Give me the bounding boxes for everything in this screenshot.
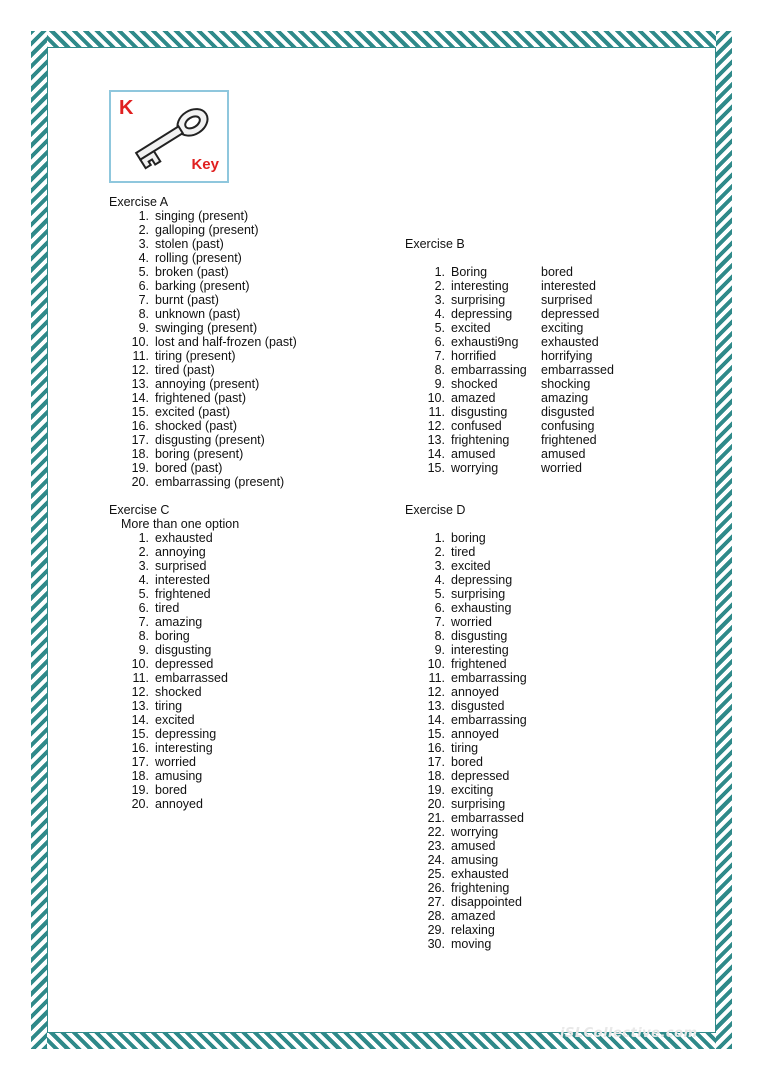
item-answer-first: excited — [451, 321, 491, 335]
item-number: 17. — [427, 755, 445, 769]
logo-letter: K — [119, 97, 134, 119]
list-item — [109, 713, 369, 727]
item-number: 13. — [427, 699, 445, 713]
item-number: 5. — [434, 587, 445, 601]
item-number: 6. — [434, 335, 445, 349]
spacer — [405, 517, 665, 531]
item-number: 27. — [427, 895, 445, 909]
list-item — [405, 559, 665, 573]
item-number: 6. — [138, 279, 149, 293]
list-item — [109, 629, 369, 643]
item-answer: excited — [155, 713, 195, 727]
item-number: 4. — [138, 251, 149, 265]
item-answer-first: horrified — [451, 349, 497, 363]
item-number: 10. — [427, 657, 445, 671]
item-number: 19. — [427, 783, 445, 797]
item-number: 8. — [434, 629, 445, 643]
item-answer: depressed — [155, 657, 214, 671]
list-item — [405, 419, 665, 433]
item-number: 11. — [132, 671, 149, 685]
list-item — [405, 713, 665, 727]
item-answer: disgusting (present) — [155, 433, 265, 447]
item-answer: amazed — [451, 909, 496, 923]
list-item — [109, 685, 369, 699]
item-answer: depressed — [451, 769, 510, 783]
item-answer: exhausting — [451, 601, 512, 615]
key-logo — [109, 90, 229, 183]
item-answer: interesting — [155, 741, 213, 755]
exercise-d-title: Exercise D — [405, 503, 466, 517]
item-number: 16. — [427, 741, 445, 755]
list-item — [109, 419, 369, 433]
exercise-b-list — [405, 265, 665, 475]
list-item — [405, 839, 665, 853]
item-number: 13. — [131, 377, 149, 391]
item-answer-first: embarrassing — [451, 363, 527, 377]
list-item — [109, 573, 369, 587]
list-item — [109, 601, 369, 615]
item-number: 1. — [434, 265, 445, 279]
item-number: 19. — [131, 783, 149, 797]
item-answer-first: depressing — [451, 307, 513, 321]
list-item — [109, 783, 369, 797]
list-item — [405, 321, 665, 335]
item-number: 2. — [434, 279, 445, 293]
list-item — [109, 363, 369, 377]
item-number: 9. — [138, 643, 149, 657]
exercise-b — [405, 237, 665, 475]
item-number: 12. — [427, 685, 445, 699]
exercise-c-subtitle: More than one option — [121, 517, 240, 531]
list-item — [405, 825, 665, 839]
item-number: 7. — [434, 349, 445, 363]
item-answer: boring — [451, 531, 486, 545]
item-answer-first: confused — [451, 419, 502, 433]
item-answer-first: worrying — [451, 461, 499, 475]
item-answer: annoyed — [451, 685, 499, 699]
item-answer-first: exhausti9ng — [451, 335, 519, 349]
item-number: 18. — [131, 447, 149, 461]
item-answer: embarrassing — [451, 713, 527, 727]
item-answer-first: amazed — [451, 391, 496, 405]
list-item — [405, 881, 665, 895]
item-number: 30. — [427, 937, 445, 951]
item-answer: singing (present) — [155, 209, 249, 223]
list-item — [109, 251, 369, 265]
item-answer: amazing — [155, 615, 203, 629]
item-number: 4. — [434, 573, 445, 587]
list-item — [405, 615, 665, 629]
item-answer: worrying — [451, 825, 499, 839]
item-answer: worried — [451, 615, 492, 629]
list-item — [405, 895, 665, 909]
item-number: 21. — [427, 811, 445, 825]
spacer — [405, 251, 665, 265]
item-answer: rolling (present) — [155, 251, 242, 265]
item-answer: amused — [451, 839, 496, 853]
item-answer: surprised — [155, 559, 207, 573]
item-answer: annoying (present) — [155, 377, 260, 391]
item-number: 15. — [427, 727, 445, 741]
item-number: 18. — [131, 769, 149, 783]
item-answer: embarrassing — [451, 671, 527, 685]
list-item — [109, 377, 369, 391]
item-number: 20. — [131, 797, 149, 811]
list-item — [109, 727, 369, 741]
border-right — [716, 31, 732, 1049]
list-item — [405, 755, 665, 769]
item-answer: depressing — [451, 573, 513, 587]
item-answer-first: interesting — [451, 279, 509, 293]
list-item — [405, 461, 665, 475]
item-answer-second: amused — [541, 447, 586, 461]
item-answer: exhausted — [155, 531, 213, 545]
item-number: 28. — [427, 909, 445, 923]
item-answer-first: Boring — [451, 265, 488, 279]
item-number: 16. — [131, 741, 149, 755]
item-answer: tiring (present) — [155, 349, 236, 363]
item-number: 11. — [428, 671, 445, 685]
list-item — [405, 629, 665, 643]
item-number: 16. — [131, 419, 149, 433]
item-answer: frightening — [451, 881, 510, 895]
list-item — [405, 545, 665, 559]
item-answer: boring (present) — [155, 447, 244, 461]
list-item — [109, 391, 369, 405]
list-item — [405, 727, 665, 741]
list-item — [405, 909, 665, 923]
item-number: 9. — [434, 377, 445, 391]
item-number: 29. — [427, 923, 445, 937]
item-answer-first: amused — [451, 447, 496, 461]
list-item — [405, 685, 665, 699]
item-answer: disgusting — [155, 643, 212, 657]
item-number: 3. — [434, 559, 445, 573]
list-item — [405, 279, 665, 293]
item-answer: boring — [155, 629, 190, 643]
item-answer-second: exciting — [541, 321, 584, 335]
item-number: 8. — [138, 307, 149, 321]
item-answer: surprising — [451, 587, 506, 601]
item-number: 18. — [427, 769, 445, 783]
list-item — [405, 853, 665, 867]
item-answer: stolen (past) — [155, 237, 224, 251]
list-item — [109, 349, 369, 363]
item-number: 12. — [131, 363, 149, 377]
item-number: 2. — [434, 545, 445, 559]
item-answer: swinging (present) — [155, 321, 258, 335]
item-number: 10. — [131, 657, 149, 671]
item-number: 14. — [131, 713, 149, 727]
item-number: 13. — [427, 433, 445, 447]
item-number: 3. — [138, 559, 149, 573]
item-answer: burnt (past) — [155, 293, 219, 307]
list-item — [405, 769, 665, 783]
item-answer: disappointed — [451, 895, 522, 909]
item-number: 5. — [434, 321, 445, 335]
item-answer: annoyed — [451, 727, 499, 741]
item-number: 23. — [427, 839, 445, 853]
item-number: 1. — [138, 209, 149, 223]
item-answer: galloping (present) — [155, 223, 259, 237]
item-answer-second: frightened — [541, 433, 597, 447]
list-item — [405, 783, 665, 797]
item-answer: tired — [155, 601, 180, 615]
list-item — [405, 349, 665, 363]
item-number: 3. — [138, 237, 149, 251]
item-answer-second: surprised — [541, 293, 593, 307]
item-answer-second: shocking — [541, 377, 591, 391]
exercise-a-title: Exercise A — [109, 195, 169, 209]
item-number: 22. — [427, 825, 445, 839]
item-number: 12. — [427, 419, 445, 433]
item-number: 20. — [131, 475, 149, 489]
list-item — [405, 811, 665, 825]
list-item — [109, 559, 369, 573]
item-answer-first: disgusting — [451, 405, 508, 419]
list-item — [405, 657, 665, 671]
item-number: 26. — [427, 881, 445, 895]
list-item — [405, 447, 665, 461]
list-item — [109, 531, 369, 545]
list-item — [109, 741, 369, 755]
list-item — [405, 643, 665, 657]
list-item — [405, 293, 665, 307]
list-item — [109, 405, 369, 419]
list-item — [109, 587, 369, 601]
item-answer: disgusted — [451, 699, 505, 713]
item-answer: relaxing — [451, 923, 495, 937]
list-item — [109, 545, 369, 559]
item-number: 4. — [138, 573, 149, 587]
item-number: 8. — [434, 363, 445, 377]
list-item — [405, 335, 665, 349]
item-number: 7. — [138, 615, 149, 629]
item-answer: worried — [155, 755, 196, 769]
item-number: 24. — [427, 853, 445, 867]
border-left — [31, 31, 47, 1049]
item-number: 7. — [138, 293, 149, 307]
item-answer: depressing — [155, 727, 217, 741]
item-answer-second: interested — [541, 279, 596, 293]
exercise-c-list — [109, 531, 369, 811]
item-answer-first: frightening — [451, 433, 510, 447]
list-item — [109, 433, 369, 447]
list-item — [405, 797, 665, 811]
list-item — [109, 797, 369, 811]
list-item — [405, 601, 665, 615]
list-item — [405, 377, 665, 391]
item-number: 9. — [434, 643, 445, 657]
list-item — [109, 657, 369, 671]
exercise-c-title: Exercise C — [109, 503, 170, 517]
item-number: 6. — [138, 601, 149, 615]
item-number: 5. — [138, 587, 149, 601]
item-number: 14. — [427, 713, 445, 727]
item-answer: embarrassed — [451, 811, 524, 825]
item-answer: exhausted — [451, 867, 509, 881]
item-answer: broken (past) — [155, 265, 229, 279]
logo-word: Key — [191, 156, 219, 173]
item-answer: frightened — [155, 587, 211, 601]
item-number: 15. — [427, 461, 445, 475]
item-answer: tiring — [451, 741, 479, 755]
item-answer: tired (past) — [155, 363, 215, 377]
item-answer: interesting — [451, 643, 509, 657]
item-answer-first: surprising — [451, 293, 506, 307]
item-answer-second: worried — [541, 461, 582, 475]
item-answer: excited (past) — [155, 405, 231, 419]
list-item — [405, 699, 665, 713]
item-answer-second: disgusted — [541, 405, 595, 419]
item-number: 2. — [138, 223, 149, 237]
item-number: 17. — [131, 755, 149, 769]
item-answer: exciting — [451, 783, 494, 797]
list-item — [405, 741, 665, 755]
item-number: 19. — [131, 461, 149, 475]
item-number: 20. — [427, 797, 445, 811]
item-number: 11. — [132, 349, 149, 363]
list-item — [109, 475, 369, 489]
list-item — [109, 307, 369, 321]
item-answer: embarrassing (present) — [155, 475, 285, 489]
list-item — [109, 265, 369, 279]
item-answer-second: amazing — [541, 391, 589, 405]
item-number: 10. — [131, 335, 149, 349]
item-answer-second: bored — [541, 265, 573, 279]
list-item — [109, 755, 369, 769]
item-answer: lost and half-frozen (past) — [155, 335, 297, 349]
watermark: iSLCollective.com — [560, 1026, 698, 1041]
exercise-b-title: Exercise B — [405, 237, 465, 251]
list-item — [405, 867, 665, 881]
item-answer: annoying — [155, 545, 206, 559]
item-answer: disgusting — [451, 629, 508, 643]
item-number: 10. — [427, 391, 445, 405]
item-answer-second: depressed — [541, 307, 600, 321]
item-number: 6. — [434, 601, 445, 615]
exercise-a-list — [109, 209, 369, 489]
item-answer: bored — [155, 783, 187, 797]
item-number: 14. — [427, 447, 445, 461]
item-answer: shocked — [155, 685, 202, 699]
item-answer: amusing — [451, 853, 499, 867]
item-answer-first: shocked — [451, 377, 498, 391]
list-item — [109, 335, 369, 349]
exercise-c — [109, 503, 369, 811]
item-answer-second: embarrassed — [541, 363, 614, 377]
item-number: 1. — [434, 531, 445, 545]
item-number: 25. — [427, 867, 445, 881]
list-item — [109, 615, 369, 629]
item-number: 5. — [138, 265, 149, 279]
list-item — [405, 573, 665, 587]
list-item — [109, 321, 369, 335]
item-answer-second: confusing — [541, 419, 595, 433]
item-answer: unknown (past) — [155, 307, 241, 321]
list-item — [109, 643, 369, 657]
item-answer: embarrassed — [155, 671, 228, 685]
item-answer: amusing — [155, 769, 203, 783]
list-item — [109, 237, 369, 251]
item-answer-second: horrifying — [541, 349, 593, 363]
item-number: 15. — [131, 405, 149, 419]
list-item — [109, 223, 369, 237]
list-item — [109, 209, 369, 223]
item-answer: surprising — [451, 797, 506, 811]
item-number: 2. — [138, 545, 149, 559]
item-answer: shocked (past) — [155, 419, 237, 433]
list-item — [405, 307, 665, 321]
item-answer: bored — [451, 755, 483, 769]
list-item — [405, 531, 665, 545]
item-answer: tiring — [155, 699, 183, 713]
item-answer-second: exhausted — [541, 335, 599, 349]
list-item — [405, 671, 665, 685]
list-item — [405, 265, 665, 279]
item-answer: tired — [451, 545, 476, 559]
item-number: 4. — [434, 307, 445, 321]
exercise-d — [405, 503, 665, 951]
item-number: 8. — [138, 629, 149, 643]
list-item — [405, 433, 665, 447]
item-answer: frightened (past) — [155, 391, 247, 405]
item-answer: barking (present) — [155, 279, 250, 293]
item-number: 12. — [131, 685, 149, 699]
exercise-a — [109, 195, 369, 489]
item-answer: excited — [451, 559, 491, 573]
item-number: 11. — [428, 405, 445, 419]
item-number: 15. — [131, 727, 149, 741]
exercise-d-list — [405, 531, 665, 951]
item-answer: moving — [451, 937, 492, 951]
list-item — [109, 769, 369, 783]
item-answer: annoyed — [155, 797, 203, 811]
item-number: 9. — [138, 321, 149, 335]
item-number: 13. — [131, 699, 149, 713]
item-answer: bored (past) — [155, 461, 223, 475]
list-item — [109, 279, 369, 293]
list-item — [405, 405, 665, 419]
item-number: 14. — [131, 391, 149, 405]
item-number: 7. — [434, 615, 445, 629]
item-number: 3. — [434, 293, 445, 307]
list-item — [109, 671, 369, 685]
item-answer: interested — [155, 573, 210, 587]
list-item — [109, 293, 369, 307]
list-item — [109, 461, 369, 475]
item-answer: frightened — [451, 657, 507, 671]
item-number: 17. — [131, 433, 149, 447]
border-top — [31, 31, 732, 47]
list-item — [405, 923, 665, 937]
list-item — [109, 447, 369, 461]
list-item — [405, 587, 665, 601]
list-item — [405, 363, 665, 377]
item-number: 1. — [138, 531, 149, 545]
list-item — [405, 937, 665, 951]
list-item — [405, 391, 665, 405]
list-item — [109, 699, 369, 713]
